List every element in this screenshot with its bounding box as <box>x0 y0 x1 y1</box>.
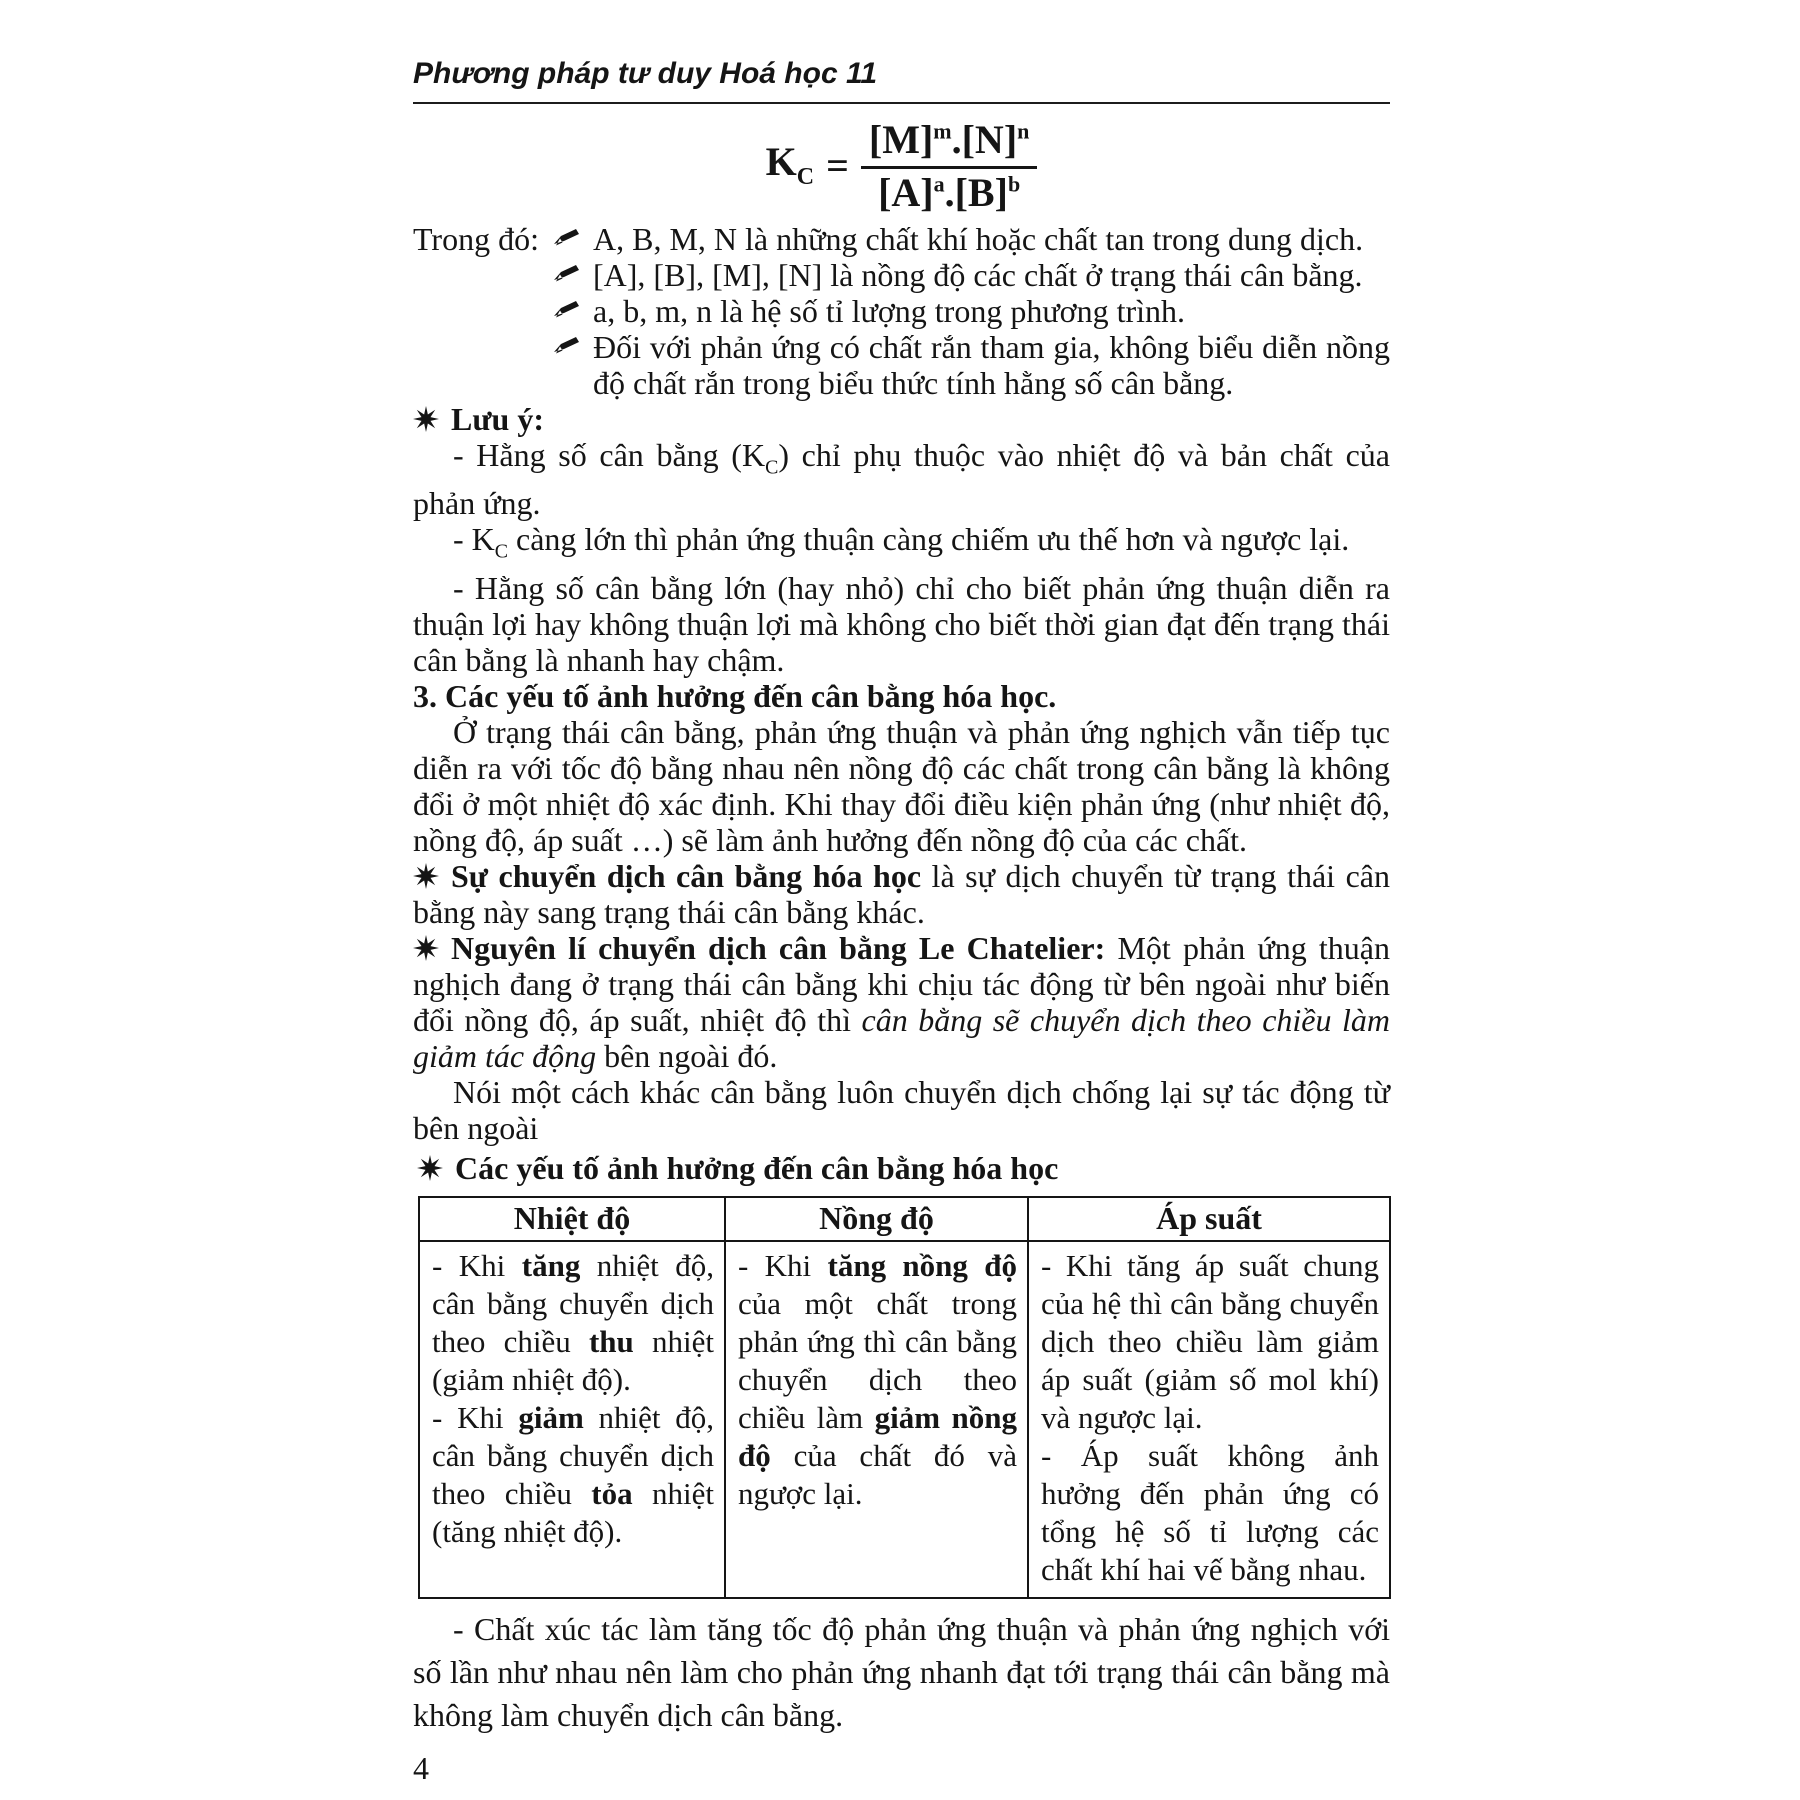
list-item <box>551 293 1390 329</box>
writing-pen-icon <box>551 221 593 257</box>
writing-pen-icon <box>551 257 593 293</box>
body-paragraph: Ở trạng thái cân bằng, phản ứng thuận và phản ứng nghịch vẫn tiếp tục diễn ra với tốc độ bằng nhau nên nồng độ các chất trong cân bằng là không đổi ở một nhiệt độ xác định. Khi thay đổi điều kiện phản ứng (như nhiệt độ, nồng độ, áp suất …) sẽ làm ảnh hưởng đến nồng độ của các chất. <box>413 713 1390 858</box>
table-header-concentration: Nồng độ <box>725 1197 1028 1241</box>
table-cell-concentration <box>725 1241 1028 1598</box>
list-item <box>551 221 1390 257</box>
running-header <box>413 58 1390 104</box>
page-content <box>413 58 1390 1786</box>
table-header-row <box>419 1197 1390 1241</box>
list-item-text: a, b, m, n là hệ số tỉ lượng trong phương trình. <box>593 293 1186 329</box>
cell-paragraph: - Áp suất không ảnh hưởng đến phản ứng có tổng hệ số tỉ lượng các chất khí hai vế bằng nhau. <box>1041 1437 1379 1587</box>
list-item-text: [A], [B], [M], [N] là nồng độ các chất ở trạng thái cân bằng. <box>593 257 1363 293</box>
writing-pen-icon <box>551 329 593 401</box>
section-heading: 3. Các yếu tố ảnh hưởng đến cân bằng hóa học. <box>413 677 1057 714</box>
shift-definition-text: Sự chuyển dịch cân bằng hóa học là sự dịch chuyển từ trạng thái cân bằng này sang trạng thái cân bằng khác. <box>413 857 1391 930</box>
table-header-temperature: Nhiệt độ <box>419 1197 725 1241</box>
eight-point-star-icon <box>413 401 451 437</box>
equals-sign: = <box>826 142 849 188</box>
formula-denominator: $[A]^a.[B]^b$ <box>878 170 1021 215</box>
header-title: Phương pháp tư duy Hoá học 11 <box>413 57 878 90</box>
catalyst-paragraph: - Chất xúc tác làm tăng tốc độ phản ứng thuận và phản ứng nghịch với số lần như nhau nên làm cho phản ứng nhanh đạt tới trạng thái cân bằng mà không làm chuyển dịch cân bằng. <box>413 1610 1390 1733</box>
note-title-line <box>413 401 1390 437</box>
formula-fraction <box>861 118 1038 213</box>
le-chatelier-text: Nguyên lí chuyển dịch cân bằng Le Chatelier: Một phản ứng thuận nghịch đang ở trạng thái cân bằng khi chịu tác động từ bên ngoài như biến đổi nồng độ, áp suất, nhiệt độ thì cân bằng sẽ chuyển dịch theo chiều làm giảm tác động bên ngoài đó. <box>413 929 1391 1074</box>
cell-paragraph: - Khi tăng nhiệt độ, cân bằng chuyển dịch theo chiều thu nhiệt (giảm nhiệt độ). <box>432 1247 714 1397</box>
page-number: 4 <box>413 1749 429 1786</box>
cell-paragraph: - Khi tăng nồng độ của một chất trong phản ứng thì cân bằng chuyển dịch theo chiều làm giảm nồng độ của chất đó và ngược lại. <box>738 1247 1017 1511</box>
list-item <box>551 329 1390 401</box>
list-item-text: Đối với phản ứng có chất rắn tham gia, không biểu diễn nồng độ chất rắn trong biểu thức tính hằng số cân bằng. <box>593 329 1390 401</box>
eight-point-star-icon <box>417 1150 455 1186</box>
eight-point-star-icon <box>413 858 451 894</box>
list-item-text: A, B, M, N là những chất khí hoặc chất tan trong dung dịch. <box>593 221 1364 257</box>
formula-numerator: $[M]^m.[N]^n$ <box>861 118 1038 169</box>
list-item <box>551 257 1390 293</box>
factors-heading: Các yếu tố ảnh hưởng đến cân bằng hóa học <box>455 1149 1059 1186</box>
cell-paragraph: - Khi tăng áp suất chung của hệ thì cân bằng chuyển dịch theo chiều làm giảm áp suất (giảm số mol khí) và ngược lại. <box>1041 1247 1379 1435</box>
definitions-list <box>551 221 1390 401</box>
writing-pen-icon <box>551 293 593 329</box>
note-title: Lưu ý: <box>451 401 544 437</box>
le-chatelier-paragraph <box>413 930 1390 1074</box>
formula-symbol: $K_C$ <box>765 139 815 190</box>
shift-definition-paragraph <box>413 858 1390 930</box>
table-body-row <box>419 1241 1390 1598</box>
note-item: - Hằng số cân bằng $(K_C)$ chỉ phụ thuộc vào nhiệt độ và bản chất của phản ứng. <box>413 437 1391 522</box>
table-cell-temperature <box>419 1241 725 1598</box>
cell-paragraph: - Khi giảm nhiệt độ, cân bằng chuyển dịch theo chiều tỏa nhiệt (tăng nhiệt độ). <box>432 1399 714 1549</box>
factors-table <box>418 1196 1391 1599</box>
body-paragraph: Nói một cách khác cân bằng luôn chuyển dịch chống lại sự tác động từ bên ngoài <box>413 1073 1390 1146</box>
note-item: - $K_C$ càng lớn thì phản ứng thuận càng chiếm ưu thế hơn và ngược lại. <box>453 521 1350 563</box>
note-item: - Hằng số cân bằng lớn (hay nhỏ) chỉ cho biết phản ứng thuận diễn ra thuận lợi hay không thuận lợi mà không cho biết thời gian đạt đến trạng thái cân bằng là nhanh hay chậm. <box>413 569 1390 678</box>
table-header-pressure: Áp suất <box>1028 1197 1390 1241</box>
table-cell-pressure <box>1028 1241 1390 1598</box>
factors-heading-line <box>417 1150 1390 1186</box>
definitions-label: Trong đó: <box>413 221 539 257</box>
equilibrium-constant-formula <box>413 118 1390 213</box>
eight-point-star-icon <box>413 930 451 966</box>
definitions-block <box>413 221 1390 401</box>
